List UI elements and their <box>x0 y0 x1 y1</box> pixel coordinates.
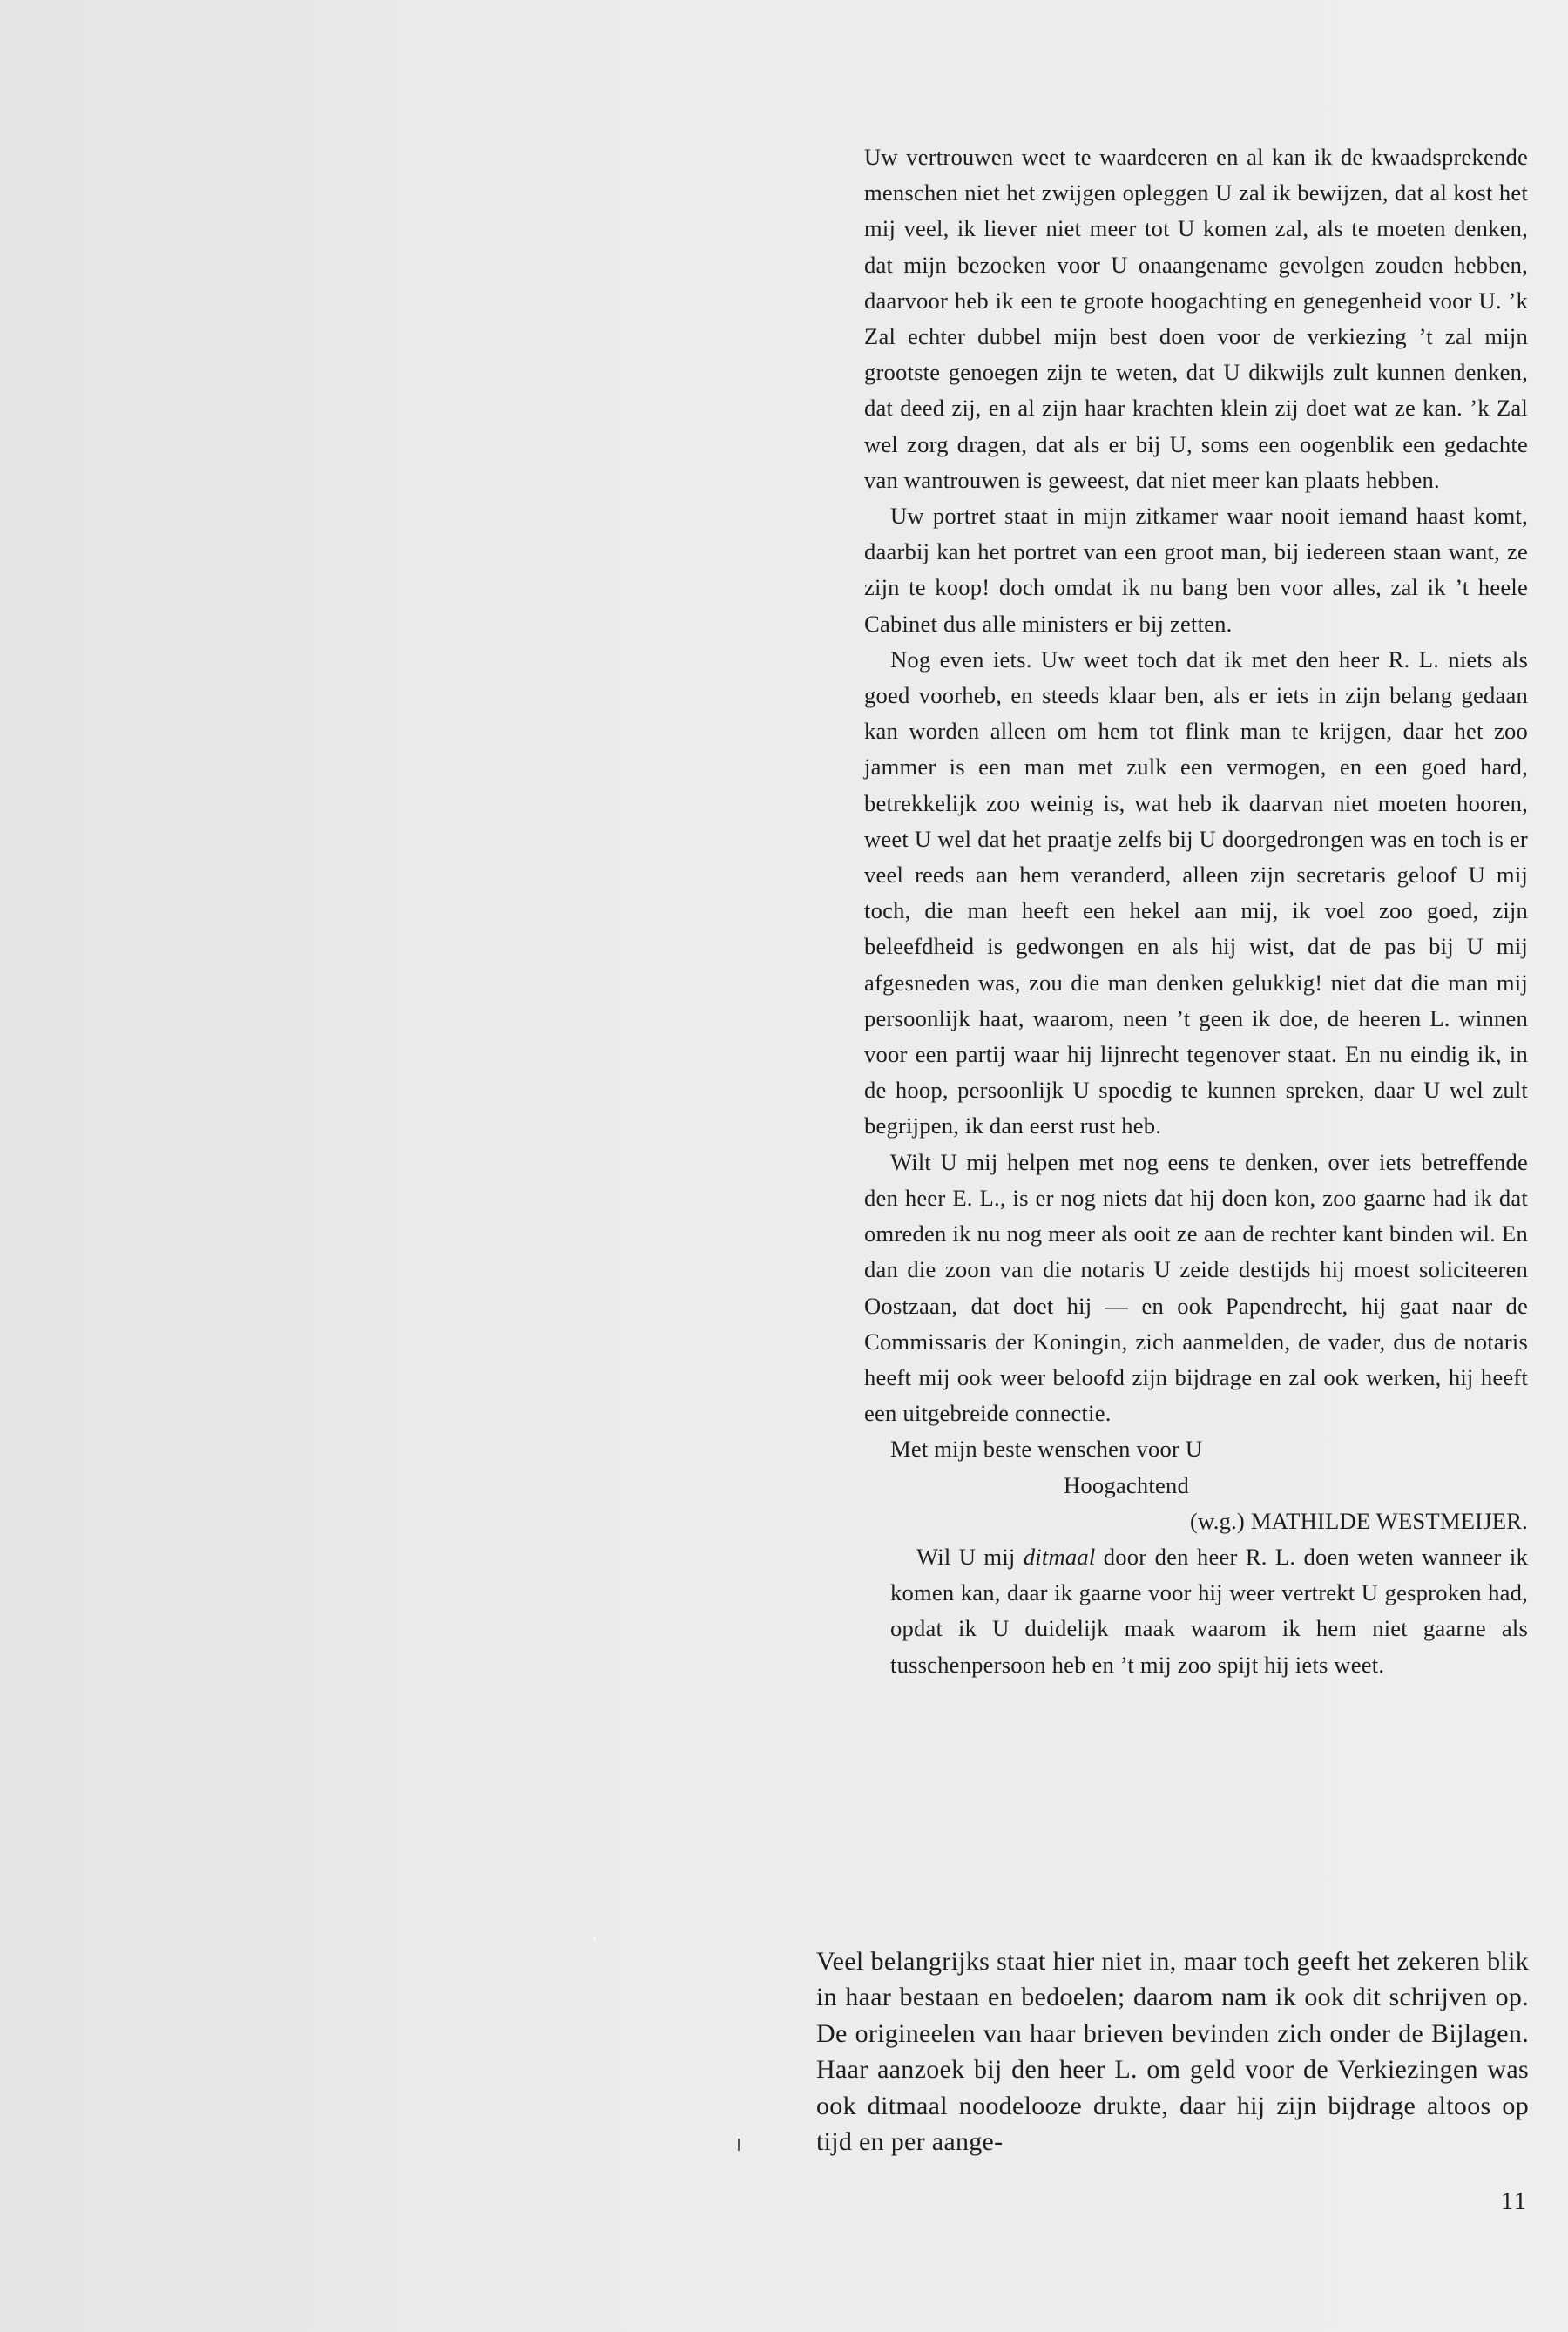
page-number: 11 <box>1501 2188 1528 2215</box>
author-commentary <box>816 1943 1529 2160</box>
letter-postscript <box>864 1539 1528 1683</box>
letter-paragraph-4: Wilt U mij helpen met nog eens te denken, over iets betreffende den heer E. L., is er nog niets dat hij doen kon, zoo gaarne had ik dat omreden ik nu nog meer als ooit ze aan de rechter kant binden wil. En dan die zoon van die notaris U zeide destijds hij moest soliciteeren Oostzaan, dat doet hij — en ook Papendrecht, hij gaat naar de Commissaris der Koningin, zich aanmelden, de vader, dus de notaris heeft mij ook weer beloofd zijn bijdrage en zal ook werken, hij heeft een uitgebreide connectie. <box>864 1148 1528 1427</box>
scan-speck <box>738 2139 740 2151</box>
commentary-paragraph: Veel belangrijks staat hier niet in, maar toch geeft het zekeren blik in haar bestaan en bedoelen; daarom nam ik ook dit schrijven op. De origineelen van haar brieven bevinden zich onder de Bijlagen. Haar aanzoek bij den heer L. om geld voor de Verkiezingen was ook ditmaal noodelooze drukte, daar hij zijn bijdrage altoos op tijd en per aange- <box>816 1947 1529 2157</box>
letter-closing-word: Hoogachtend <box>1064 1471 1189 1498</box>
letter-paragraph-3: Nog even iets. Uw weet toch dat ik met den heer R. L. niets als goed voorheb, en steeds klaar ben, als er iets in zijn belang gedaan kan worden alleen om hem tot flink man te krijgen, daar het zoo jammer is een man met zulk een vermogen, en een goed hard, betrekkelijk zoo weinig is, wat heb ik daarvan niet moeten hooren, weet U wel dat het praatje zelfs bij U doorgedrongen was en toch is er veel reeds aan hem veranderd, alleen zijn secretaris geloof U mij toch, die man heeft een hekel aan mij, ik voel zoo goed, zijn beleefdheid is gedwongen en als hij wist, dat de pas bij U mij afgesneden was, zou die man denken gelukkig! niet dat die man mij persoonlijk haat, waarom, neen ’t geen ik doe, de heeren L. winnen voor een partij waar hij lijnrecht tegenover staat. En nu eindig ik, in de hoop, persoonlijk U spoedig te kunnen spreken, daar U wel zult begrijpen, ik dan eerst rust heb. <box>864 646 1528 1139</box>
scan-speck-light <box>593 1937 596 1940</box>
letter-closing-line: Met mijn beste wenschen voor U <box>890 1436 1203 1463</box>
postscript-lead: Wil U mij <box>916 1543 1016 1570</box>
letter-signature: (w.g.) MATHILDE WESTMEIJER. <box>1189 1507 1528 1534</box>
postscript-emphasis: ditmaal <box>1023 1543 1096 1570</box>
letter-paragraph-1: Uw vertrouwen weet te waardeeren en al kan ik de kwaadsprekende menschen niet het zwijgen opleggen U zal ik bewijzen, dat al kost het mij veel, ik liever niet meer tot U komen zal, als te moeten denken, dat mijn bezoeken voor U onaangename gevolgen zouden hebben, daarvoor heb ik een te groote hoogachting en genegenheid voor U. ’k Zal echter dubbel mijn best doen voor de verkiezing ’t zal mijn grootste genoegen zijn te weten, dat U dikwijls zult kunnen denken, dat deed zij, en al zijn haar krachten klein zij doet wat ze kan. ’k Zal wel zorg dragen, dat als er bij U, soms een oogenblik een gedachte van wantrouwen is geweest, dat niet meer kan plaats hebben. <box>864 144 1528 493</box>
letter-paragraph-2: Uw portret staat in mijn zitkamer waar nooit iemand haast komt, daarbij kan het portret van een groot man, bij iedereen staan want, ze zijn te koop! doch omdat ik nu bang ben voor alles, zal ik ’t heele Cabinet dus alle ministers er bij zetten. <box>864 503 1528 637</box>
postscript-rest: door den heer R. L. doen weten wanneer ik komen kan, daar ik gaarne voor hij weer vertrekt U gesproken had, opdat ik U duidelijk maak waarom ik hem niet gaarne als tusschenpersoon heb en ’t mij zoo spijt hij iets weet. <box>890 1543 1528 1678</box>
quoted-letter <box>864 139 1528 1683</box>
